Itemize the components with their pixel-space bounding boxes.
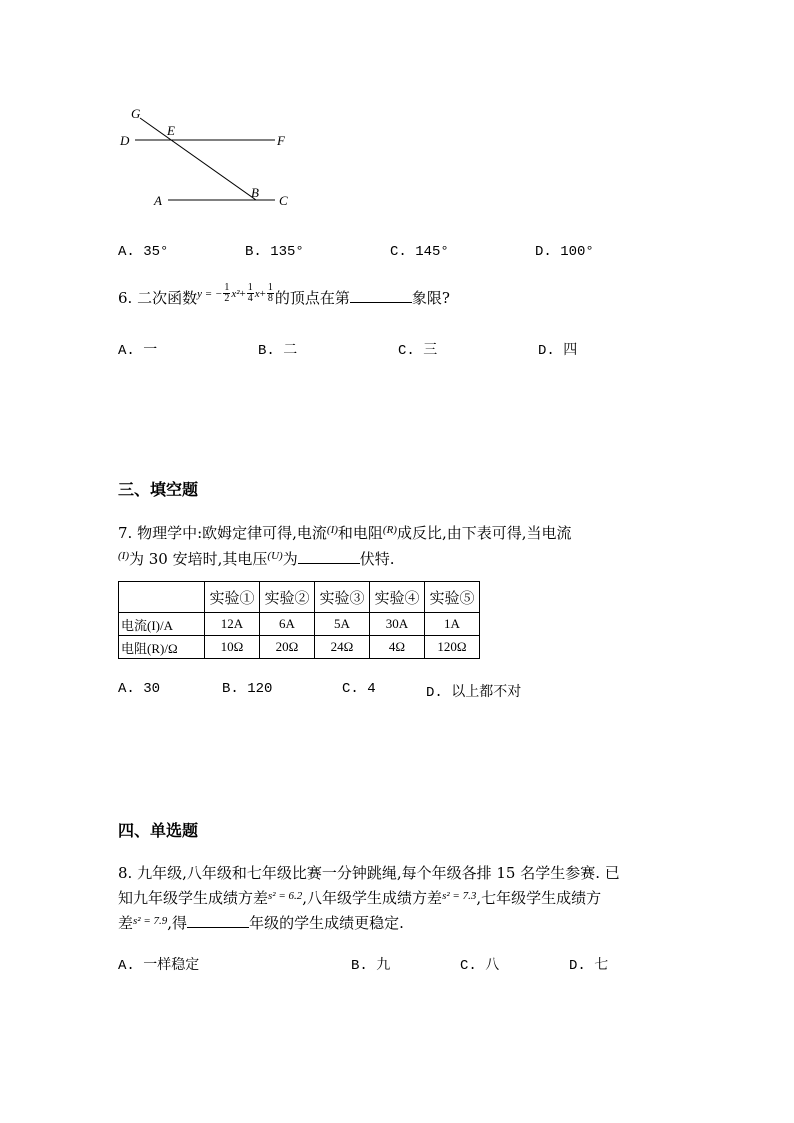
- table-cell: 30A: [370, 613, 425, 636]
- q8-option-b[interactable]: B. 九: [351, 958, 391, 974]
- q6-option-a[interactable]: A. 一: [118, 343, 158, 359]
- table-header-row: [119, 582, 480, 613]
- q8-variance-grade7: s² = 7.9: [133, 915, 168, 927]
- frac-1-num: 1: [224, 281, 230, 293]
- q7-text-1b: 和电阻: [337, 524, 383, 542]
- q7-option-b[interactable]: B. 120: [222, 681, 273, 697]
- frac-2: [247, 283, 254, 304]
- q8-variance-grade9: s² = 6.2: [268, 890, 303, 902]
- table-header-exp5: 实验⑤: [425, 582, 480, 613]
- q7-sym-current-2: (I): [118, 550, 129, 562]
- frac-3: [267, 283, 274, 304]
- q6-middle: 的顶点在第: [274, 289, 350, 307]
- q5-option-a[interactable]: A. 35°: [118, 244, 169, 260]
- q8-text-3b: ,得: [167, 914, 188, 932]
- experiment-table: [118, 581, 480, 659]
- q5-option-c[interactable]: C. 145°: [390, 244, 449, 260]
- section-3-title: 三、填空题: [118, 480, 199, 499]
- formula-lhs: y = −: [197, 288, 223, 300]
- q7-option-a[interactable]: A. 30: [118, 681, 161, 697]
- q6-stem: [118, 281, 450, 310]
- q8-variance-grade8: s² = 7.3: [442, 890, 477, 902]
- table-row-resistance: [119, 636, 480, 659]
- q7-option-d[interactable]: D. 以上都不对: [426, 685, 522, 701]
- table-cell: 120Ω: [425, 636, 480, 659]
- q6-formula: [197, 281, 275, 304]
- frac-1: [223, 283, 230, 304]
- frac-3-den: 8: [267, 292, 273, 304]
- label-d: D: [120, 133, 130, 148]
- q5-option-b[interactable]: B. 135°: [245, 244, 304, 260]
- q7-text-1c: 成反比,由下表可得,当电流: [396, 524, 572, 542]
- frac-2-num: 1: [247, 281, 253, 293]
- q7-text-2b: 为: [282, 550, 298, 568]
- frac-3-num: 1: [267, 281, 273, 293]
- label-f: F: [277, 133, 285, 148]
- section-4-title: 四、单选题: [118, 821, 199, 840]
- label-g: G: [131, 106, 141, 121]
- q7-line-2: [118, 549, 394, 571]
- label-b: B: [251, 185, 259, 200]
- q8-answer-blank[interactable]: [187, 913, 249, 928]
- q5-option-d[interactable]: D. 100°: [535, 244, 594, 260]
- q8-option-d[interactable]: D. 七: [569, 958, 609, 974]
- q8-text-2a: 知九年级学生成绩方差: [118, 889, 269, 907]
- q6-option-b[interactable]: B. 二: [258, 343, 298, 359]
- table-header-exp1: 实验①: [205, 582, 260, 613]
- q6-answer-blank[interactable]: [350, 288, 412, 303]
- q7-text-1a: 7. 物理学中:欧姆定律可得,电流: [118, 524, 327, 542]
- table-cell: 10Ω: [205, 636, 260, 659]
- q7-answer-blank[interactable]: [298, 549, 360, 564]
- frac-1-den: 2: [224, 292, 230, 304]
- q7-sym-resistance: (R): [382, 524, 397, 536]
- table-cell: 20Ω: [260, 636, 315, 659]
- label-a: A: [154, 193, 162, 208]
- q8-line-2: [118, 888, 601, 910]
- table-cell: 4Ω: [370, 636, 425, 659]
- table-cell: 12A: [205, 613, 260, 636]
- q6-prefix: 6. 二次函数: [118, 289, 198, 307]
- table-cell: 1A: [425, 613, 480, 636]
- q6-option-c[interactable]: C. 三: [398, 343, 438, 359]
- q7-sym-voltage: (U): [267, 550, 283, 562]
- table-header-exp3: 实验③: [315, 582, 370, 613]
- frac-2-den: 4: [247, 292, 253, 304]
- geometry-figure: [110, 100, 310, 215]
- q8-line-3: [118, 913, 404, 935]
- label-c: C: [279, 193, 288, 208]
- q8-text-2b: ,八年级学生成绩方差: [302, 889, 443, 907]
- q7-sym-current: (I): [326, 524, 338, 536]
- q8-line-1: 8. 九年级,八年级和七年级比赛一分钟跳绳,每个年级各排 15 名学生参赛. 已: [118, 864, 620, 882]
- q7-option-c[interactable]: C. 4: [342, 681, 376, 697]
- formula-x: x: [254, 288, 260, 300]
- q7-text-2c: 伏特.: [359, 550, 395, 568]
- q8-text-3a: 差: [118, 914, 134, 932]
- q8-option-a[interactable]: A. 一样稳定: [118, 958, 200, 974]
- q8-option-c[interactable]: C. 八: [460, 958, 500, 974]
- q6-suffix: 象限?: [411, 289, 450, 307]
- row-resistance-label: 电阻(R)/Ω: [119, 636, 205, 659]
- table-cell: 6A: [260, 613, 315, 636]
- table-header-empty: [119, 582, 205, 613]
- table-row-current: [119, 613, 480, 636]
- q7-text-2a: 为 30 安培时,其电压: [129, 550, 268, 568]
- q8-text-2c: ,七年级学生成绩方: [476, 889, 602, 907]
- line-gb: [140, 118, 256, 200]
- table-header-exp4: 实验④: [370, 582, 425, 613]
- row-current-label: 电流(I)/A: [119, 613, 205, 636]
- formula-x2: x²: [231, 288, 240, 300]
- label-e: E: [167, 123, 175, 138]
- table-cell: 24Ω: [315, 636, 370, 659]
- formula-plus-2: +: [259, 288, 266, 300]
- formula-plus-1: +: [239, 288, 246, 300]
- table-cell: 5A: [315, 613, 370, 636]
- table-header-exp2: 实验②: [260, 582, 315, 613]
- q7-line-1: [118, 523, 572, 545]
- q8-text-3c: 年级的学生成绩更稳定.: [249, 914, 404, 932]
- q6-option-d[interactable]: D. 四: [538, 343, 578, 359]
